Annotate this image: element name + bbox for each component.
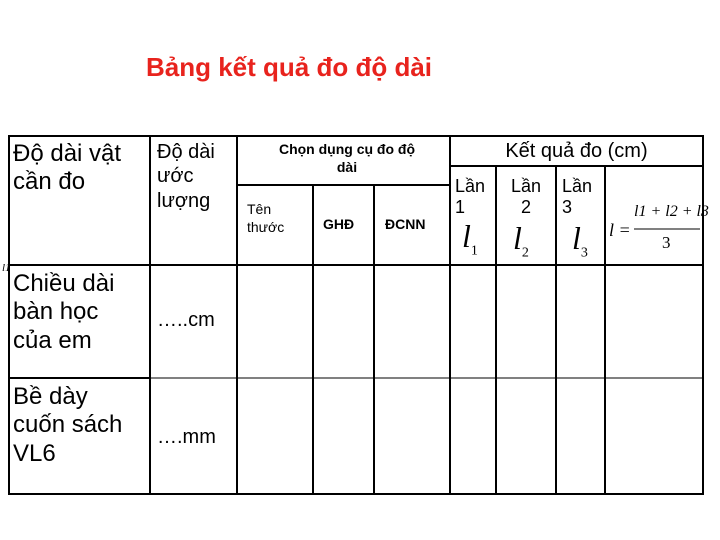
formula-lhs: l =: [609, 220, 631, 240]
object-column-header: Độ dài vật cần đo: [13, 140, 122, 196]
l1-symbol: $l_1$: [462, 218, 478, 259]
tool-group-header: Chọn dụng cụ đo độ dài: [278, 141, 416, 176]
formula-denominator: 3: [662, 233, 671, 252]
trial-1-header: Lần 1: [455, 176, 486, 218]
l3-symbol: $l_3$: [572, 220, 588, 261]
row-1-object: Chiều dài bàn học của em: [13, 270, 115, 354]
margin-mark: l1: [2, 262, 11, 274]
estimate-column-header: Độ dài ước lượng: [157, 141, 215, 212]
l2-symbol: $l_2$: [513, 220, 529, 261]
row-1-estimate: …..cm: [157, 309, 215, 331]
trial-3-header: Lần 3: [562, 176, 593, 218]
tool-name-header: Tên thước: [247, 201, 285, 236]
page-title: Bảng kết quả đo độ dài: [146, 52, 433, 82]
ghd-header: GHĐ: [323, 216, 355, 232]
row-2-object: Bề dày cuốn sách VL6: [13, 383, 123, 467]
formula-numerator: l1 + l2 + l3: [634, 203, 709, 220]
result-group-header: Kết quả đo (cm): [505, 140, 648, 162]
trial-2-header: Lần 2: [510, 176, 542, 218]
dcnn-header: ĐCNN: [385, 216, 426, 232]
row-2-estimate: ….mm: [157, 426, 216, 448]
